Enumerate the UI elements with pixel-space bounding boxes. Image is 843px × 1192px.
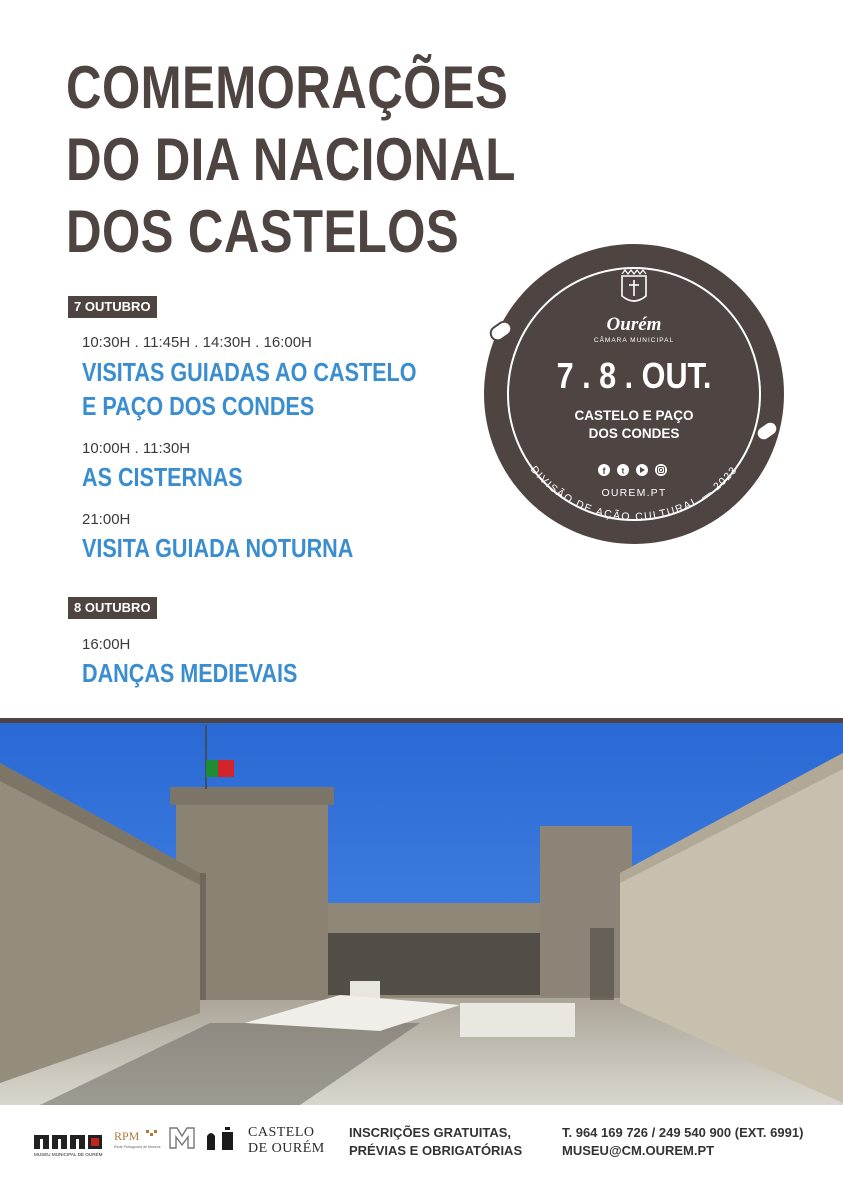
registration-line: INSCRIÇÕES GRATUITAS, [349, 1125, 512, 1140]
event-name-line: DANÇAS MEDIEVAIS [82, 658, 298, 688]
seal-brand-sub: CÂMARA MUNICIPAL [593, 337, 675, 344]
seal-dates: 7 . 8 . OUT. [556, 356, 712, 397]
title-line: DOS CASTELOS [66, 198, 460, 265]
seal-venue-line: DOS CONDES [588, 426, 680, 441]
museums-network-m-icon [168, 1124, 196, 1154]
instagram-icon [655, 464, 667, 476]
rpm-logo-text: RPM [114, 1129, 140, 1143]
event-name [82, 531, 353, 565]
seal-ring-textpath: DIVISÃO DE AÇÃO CULTURAL — 2023 [527, 463, 741, 524]
svg-text:f: f [602, 466, 606, 476]
contact-phone: T. 964 169 726 / 249 540 900 (EXT. 6991) [562, 1125, 804, 1140]
event-time: 16:00H [82, 636, 131, 653]
twitter-icon [617, 464, 629, 476]
day-badge: 7 OUTUBRO [68, 296, 157, 318]
svg-text:t: t [621, 466, 625, 476]
title-line: COMEMORAÇÕES [66, 54, 509, 121]
page-title [66, 52, 516, 268]
seal-venue-line: CASTELO E PAÇO [574, 408, 694, 423]
rpm-logo [114, 1128, 162, 1154]
event-name-line: VISITA GUIADA NOTURNA [82, 533, 354, 563]
registration-line: PRÉVIAS E OBRIGATÓRIAS [349, 1143, 523, 1158]
youtube-icon [636, 464, 648, 476]
contact-email: MUSEU@CM.OUREM.PT [562, 1143, 715, 1158]
castle-name-line: DE OURÉM [248, 1141, 325, 1156]
rpm-sub-text: Rede Portuguesa de Museus [114, 1145, 161, 1149]
museum-logo [34, 1133, 106, 1157]
event-name [82, 460, 243, 494]
registration-note [349, 1124, 522, 1160]
event-name [82, 656, 297, 690]
title-line: DO DIA NACIONAL [66, 126, 516, 193]
castle-name [248, 1125, 325, 1157]
event-time: 10:00H . 11:30H [82, 440, 191, 457]
event-time: 10:30H . 11:45H . 14:30H . 16:00H [82, 334, 312, 351]
contact-info [562, 1124, 803, 1160]
castle-photo [0, 723, 843, 1105]
facebook-icon [598, 464, 610, 476]
seal-brand: Ourém [606, 314, 662, 335]
event-name-line: VISITAS GUIADAS AO CASTELO [82, 357, 417, 387]
event-name-line: AS CISTERNAS [82, 462, 243, 492]
event-name-line: E PAÇO DOS CONDES [82, 391, 315, 421]
castle-name-line: CASTELO [248, 1125, 315, 1140]
seal-website: OUREM.PT [601, 487, 667, 499]
event-time: 21:00H [82, 511, 131, 528]
castle-icon [206, 1126, 240, 1152]
day-badge: 8 OUTUBRO [68, 597, 157, 619]
event-name [82, 355, 417, 423]
event-seal [478, 238, 790, 550]
museum-logo-text: MUSEU MUNICIPAL DE OURÉM [34, 1152, 103, 1157]
